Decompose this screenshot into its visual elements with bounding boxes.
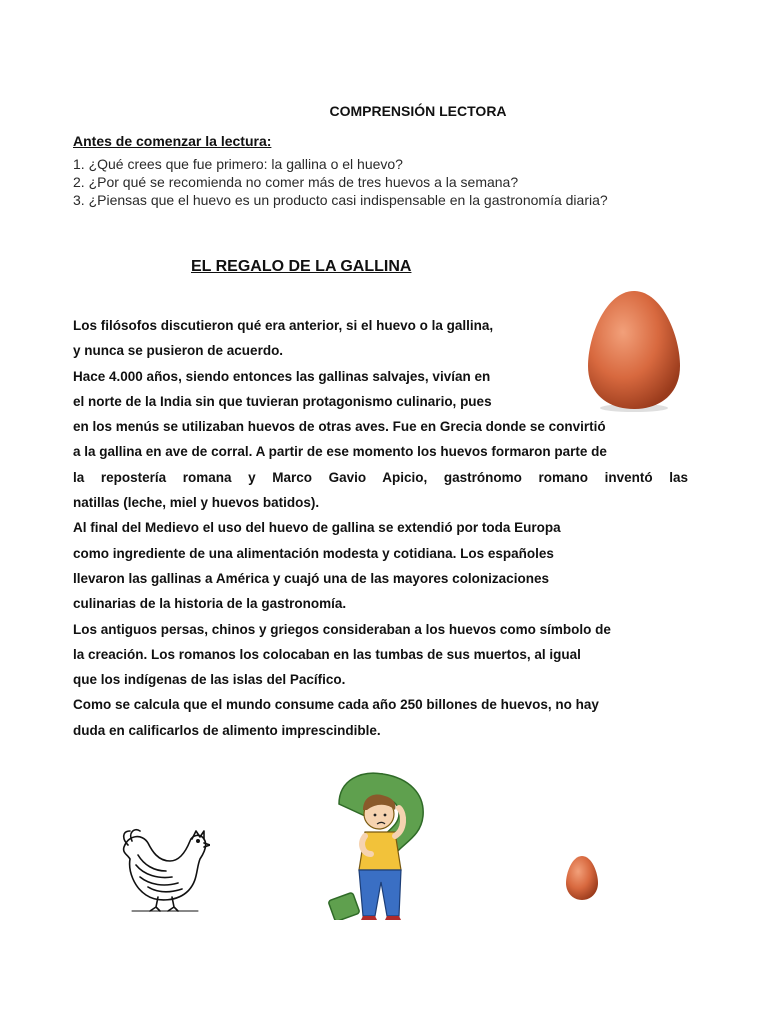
story-title: EL REGALO DE LA GALLINA [191, 258, 412, 275]
hen-illustration [118, 825, 210, 913]
document-title: COMPRENSIÓN LECTORA [329, 103, 507, 119]
story-line: Los filósofos discutieron qué era anterior, si el huevo o la gallina, [73, 318, 494, 333]
question-2: 2. ¿Por qué se recomienda no comer más de tres huevos a la semana? [73, 174, 519, 190]
question-1: 1. ¿Qué crees que fue primero: la gallina o el huevo? [73, 156, 403, 172]
story-line: Los antiguos persas, chinos y griegos consideraban a los huevos como símbolo de [73, 621, 611, 637]
story-line: Como se calcula que el mundo consume cada año 250 billones de huevos, no hay [73, 697, 599, 713]
story-line: duda en calificarlos de alimento imprescindible. [73, 722, 381, 738]
story-line: que los indígenas de las islas del Pacífico. [73, 672, 346, 688]
story-line: natillas (leche, miel y huevos batidos). [73, 495, 320, 511]
story-line: culinarias de la historia de la gastronomía. [73, 596, 347, 612]
story-line: Al final del Medievo el uso del huevo de gallina se extendió por toda Europa [73, 520, 561, 536]
story-line: en los menús se utilizaban huevos de otras aves. Fue en Grecia donde se convirtió [73, 419, 606, 435]
small-egg-illustration [564, 855, 600, 901]
story-line: el norte de la India sin que tuvieran protagonismo culinario, pues [73, 393, 492, 409]
story-line: y nunca se pusieron de acuerdo. [73, 343, 284, 359]
question-3: 3. ¿Piensas que el huevo es un producto casi indispensable en la gastronomía diaria? [73, 192, 608, 208]
pre-reading-heading: Antes de comenzar la lectura: [73, 133, 272, 149]
story-line: como ingrediente de una alimentación modesta y cotidiana. Los españoles [73, 545, 554, 561]
story-line: la creación. Los romanos los colocaban en las tumbas de sus muertos, al igual [73, 646, 581, 662]
story-line: llevaron las gallinas a América y cuajó una de las mayores colonizaciones [73, 570, 549, 586]
thinking-boy-illustration [325, 770, 440, 920]
egg-illustration [584, 288, 684, 413]
story-line: la repostería romana y Marco Gavio Apicio, gastrónomo romano inventó las [73, 469, 688, 485]
story-line: Hace 4.000 años, siendo entonces las gallinas salvajes, vivían en [73, 368, 491, 384]
story-line: a la gallina en ave de corral. A partir de ese momento los huevos formaron parte de [73, 444, 607, 460]
